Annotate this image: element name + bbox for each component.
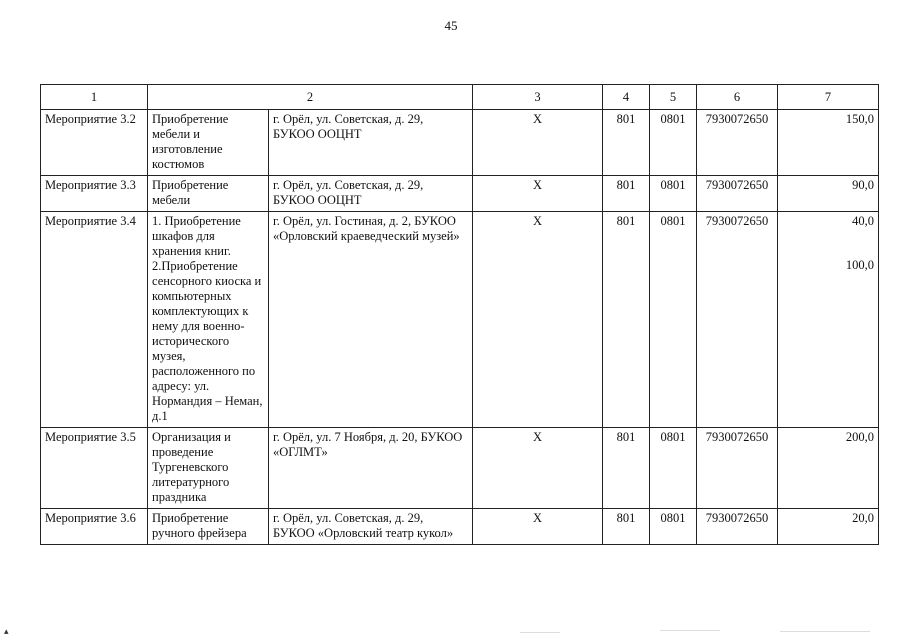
header-col-2: 2: [148, 85, 473, 110]
scan-speck: [660, 630, 720, 631]
col3-value: Х: [473, 176, 603, 212]
header-col-7: 7: [778, 85, 879, 110]
activity-address: г. Орёл, ул. Гостиная, д. 2, БУКОО «Орловский краеведческий музей»: [269, 212, 473, 428]
amount-value: 20,0: [852, 511, 874, 525]
activity-address: г. Орёл, ул. 7 Ноября, д. 20, БУКОО «ОГЛМТ»: [269, 428, 473, 509]
activity-name: Приобретение ручного фрейзера: [148, 509, 269, 545]
amount-cell: [778, 509, 879, 545]
amount-value: 100,0: [845, 258, 874, 272]
header-col-1: 1: [41, 85, 148, 110]
amount-value: 40,0: [852, 214, 874, 228]
col6-value: 7930072650: [697, 176, 778, 212]
header-col-3: 3: [473, 85, 603, 110]
activity-name: Приобретение мебели: [148, 176, 269, 212]
activity-name: Приобретение мебели и изготовление костюмов: [148, 110, 269, 176]
amount-cell: [778, 110, 879, 176]
amount-value: 90,0: [852, 178, 874, 192]
col3-value: Х: [473, 110, 603, 176]
page-number: 45: [444, 18, 458, 33]
header-col-4: 4: [603, 85, 650, 110]
col4-value: 801: [603, 176, 650, 212]
activity-id: Мероприятие 3.6: [41, 509, 148, 545]
col5-value: 0801: [650, 176, 697, 212]
col4-value: 801: [603, 428, 650, 509]
amount-cell: [778, 212, 879, 428]
col6-value: 7930072650: [697, 509, 778, 545]
activity-id: Мероприятие 3.2: [41, 110, 148, 176]
table-row: [41, 110, 879, 176]
header-col-6: 6: [697, 85, 778, 110]
activity-id: Мероприятие 3.5: [41, 428, 148, 509]
col6-value: 7930072650: [697, 110, 778, 176]
table-row: [41, 176, 879, 212]
activity-address: г. Орёл, ул. Советская, д. 29, БУКОО ООЦНТ: [269, 110, 473, 176]
scan-speck: [780, 631, 870, 632]
scan-artifact: ▴: [4, 626, 9, 636]
amount-value: 200,0: [845, 430, 874, 444]
header-col-5: 5: [650, 85, 697, 110]
activity-name: [148, 212, 269, 428]
activity-id: Мероприятие 3.4: [41, 212, 148, 428]
amount-cell: [778, 176, 879, 212]
header-row: [41, 85, 879, 110]
budget-table: [40, 84, 879, 545]
col5-value: 0801: [650, 212, 697, 428]
amount-value: 150,0: [845, 112, 874, 126]
col6-value: 7930072650: [697, 428, 778, 509]
activity-address: г. Орёл, ул. Советская, д. 29, БУКОО ООЦНТ: [269, 176, 473, 212]
table-row: [41, 509, 879, 545]
col3-value: Х: [473, 428, 603, 509]
col4-value: 801: [603, 110, 650, 176]
col6-value: 7930072650: [697, 212, 778, 428]
table-row: [41, 428, 879, 509]
activity-name-line: 1. Приобретение шкафов для хранения книг.: [152, 214, 241, 258]
activity-id: Мероприятие 3.3: [41, 176, 148, 212]
col3-value: Х: [473, 509, 603, 545]
col5-value: 0801: [650, 509, 697, 545]
table-row: [41, 212, 879, 428]
activity-name-line: 2.Приобретение сенсорного киоска и компьютерных комплектующих к нему для военно-исторического музея, расположенного по адресу: ул. Нормандия – Неман, д.1: [152, 259, 263, 423]
col5-value: 0801: [650, 110, 697, 176]
scan-speck: [520, 632, 560, 633]
amount-cell: [778, 428, 879, 509]
col4-value: 801: [603, 509, 650, 545]
activity-name: Организация и проведение Тургеневского литературного праздника: [148, 428, 269, 509]
col5-value: 0801: [650, 428, 697, 509]
col4-value: 801: [603, 212, 650, 428]
col3-value: Х: [473, 212, 603, 428]
activity-address: г. Орёл, ул. Советская, д. 29, БУКОО «Орловский театр кукол»: [269, 509, 473, 545]
